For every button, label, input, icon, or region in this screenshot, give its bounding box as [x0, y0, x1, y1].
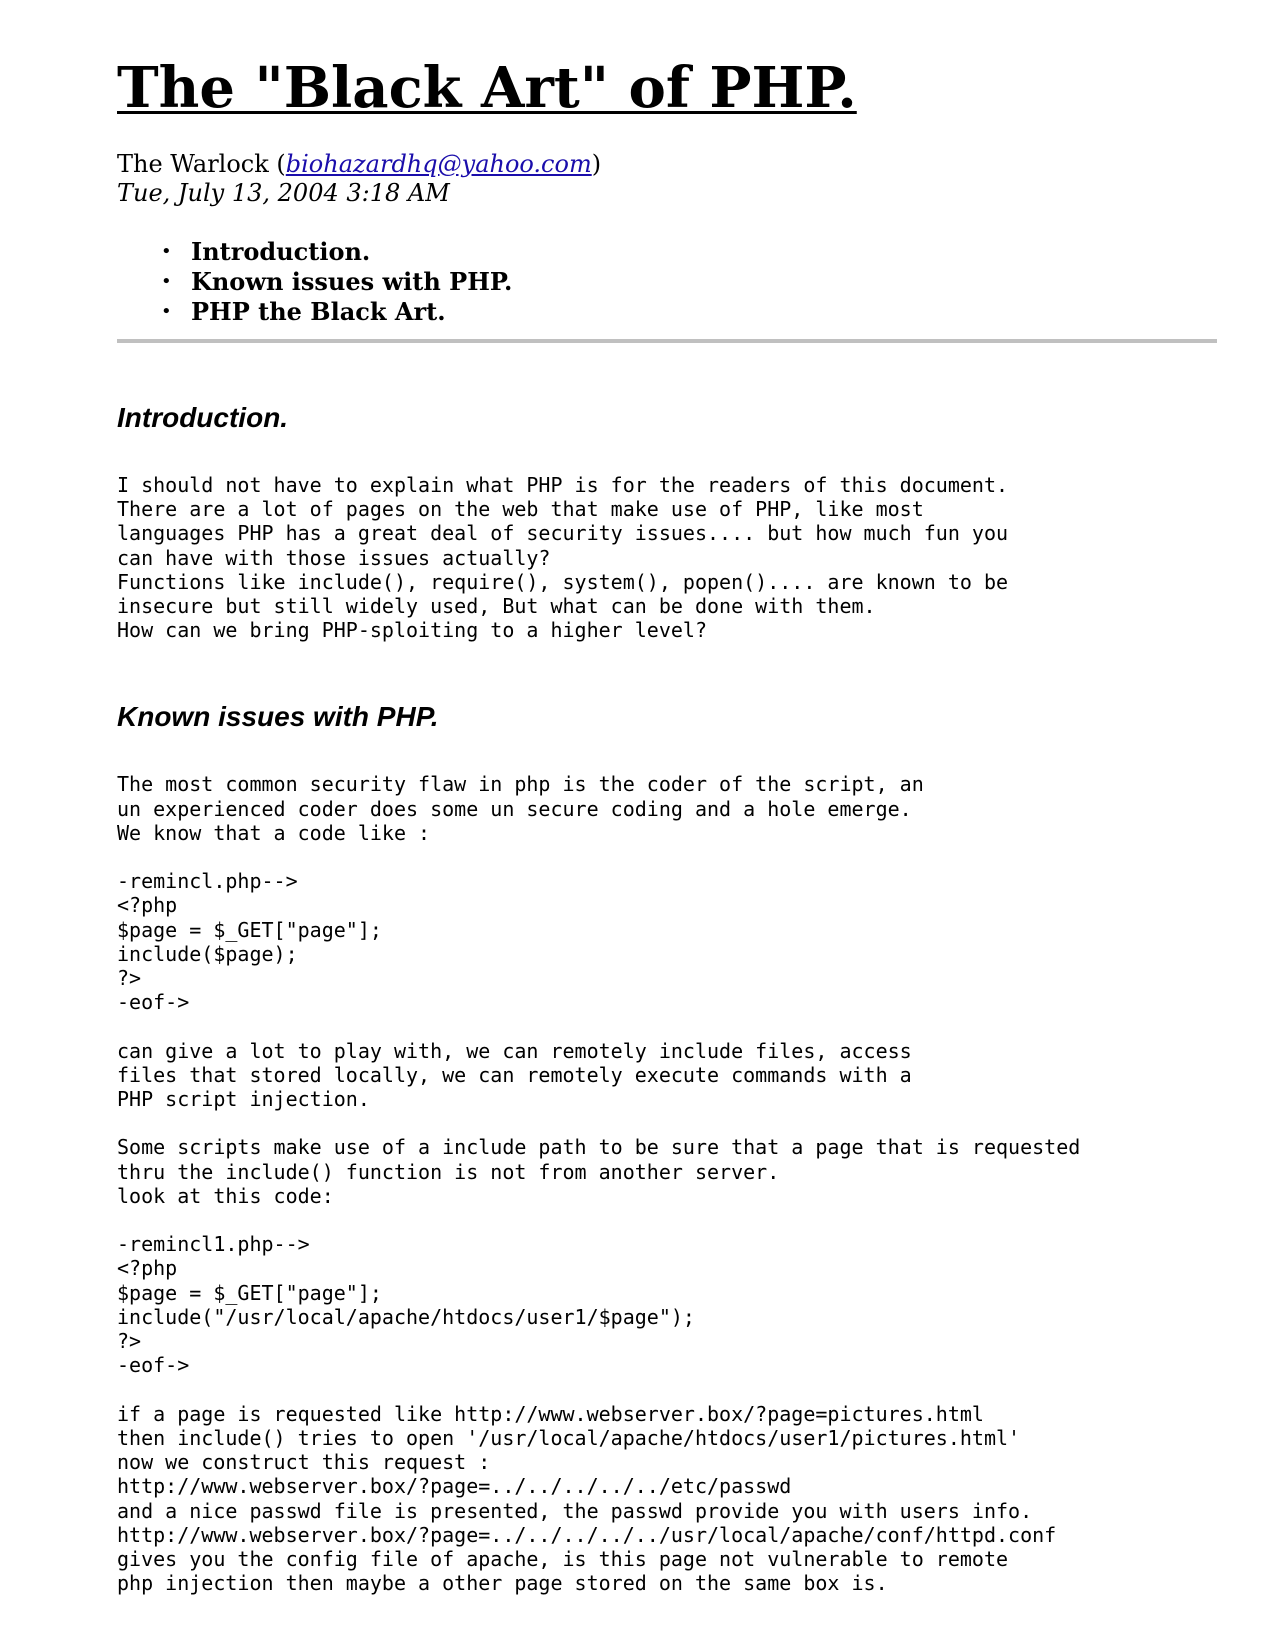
- toc-item-known-issues[interactable]: [161, 267, 1217, 297]
- section-text-known-issues: The most common security flaw in php is the coder of the script, an un experienced coder does some un secure coding and a hole emerge. We know that a code like : -remincl.php--> <?php $page = $_GET["page"]; include($page); ?> -eof-> can give a lot to play with, we can remotely include files, access files that stored locally, we can remotely execute commands with a PHP script injection. Some scripts make use of a include path to be sure that a page that is requested thru the include() function is not from another server. look at this code: -remincl1.php--> <?php $page = $_GET["page"]; include("/usr/local/apache/htdocs/user1/$page"); ?> -eof-> if a page is requested like http://www.webserver.box/?page=pictures.html then include() tries to open '/usr/local/apache/htdocs/user1/pictures.html' now we construct this request : http://www.webserver.box/?page=../../../../../etc/passwd and a nice passwd file is presented, the passwd provide you with users info. http://www.webserver.box/?page=../../../../../usr/local/apache/conf/httpd.conf gives you the config file of apache, is this page not vulnerable to remote php injection then maybe a other page stored on the same box is.: [117, 772, 1081, 1596]
- section-heading-known-issues: Known issues with PHP.: [117, 701, 439, 733]
- horizontal-divider: [117, 339, 1217, 343]
- section-text-introduction: I should not have to explain what PHP is for the readers of this document. There are a lot of pages on the web that make use of PHP, like most languages PHP has a great deal of security issues.... but how much fun you can have with those issues actually? Functions like include(), require(), system(), popen().... are known to be insecure but still widely used, But what can be done with them. How can we bring PHP-sploiting to a higher level?: [117, 473, 1009, 643]
- table-of-contents: [117, 237, 1217, 327]
- author-suffix: ): [591, 150, 602, 178]
- document-page: [117, 52, 1217, 1595]
- document-date: Tue, July 13, 2004 3:18 AM: [117, 179, 450, 207]
- toc-item-label: Known issues with PHP.: [191, 267, 513, 296]
- toc-item-introduction[interactable]: [161, 237, 1217, 267]
- author-name: The Warlock (: [117, 150, 286, 178]
- document-title: The "Black Art" of PHP.: [117, 55, 857, 121]
- author-line: [117, 150, 1217, 179]
- toc-item-label: Introduction.: [191, 237, 371, 266]
- toc-item-black-art[interactable]: [161, 297, 1217, 327]
- toc-item-label: PHP the Black Art.: [191, 297, 446, 326]
- section-heading-introduction: Introduction.: [117, 402, 289, 433]
- author-email-link[interactable]: biohazardhq@yahoo.com: [285, 150, 592, 178]
